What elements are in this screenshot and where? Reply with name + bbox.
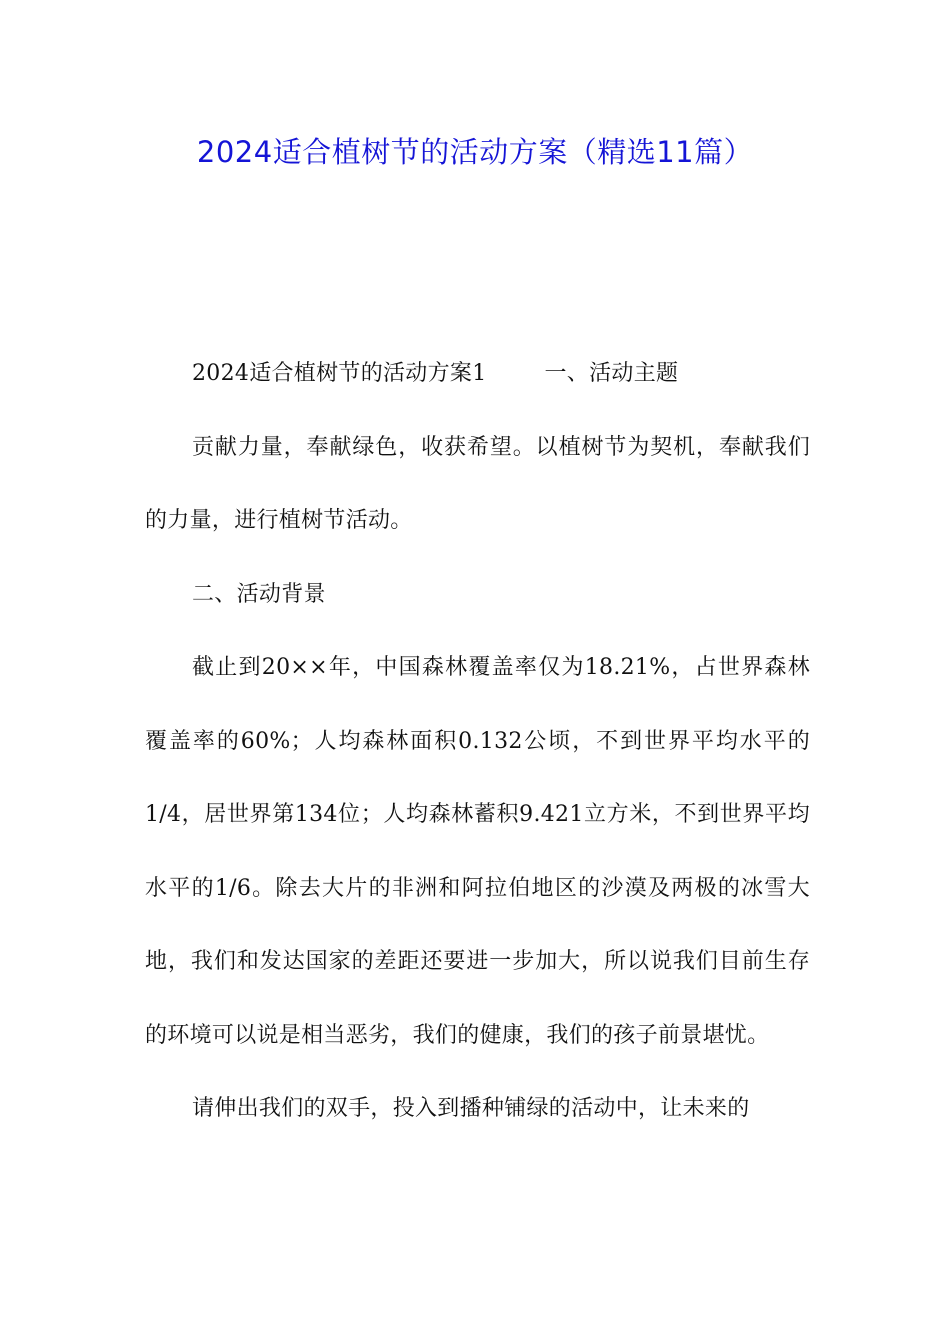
background-heading: 二、活动背景 — [192, 581, 326, 607]
intro-heading: 2024适合植树节的活动方案1 — [192, 361, 487, 386]
document-body — [145, 337, 810, 1146]
theme-paragraph: 贡献力量，奉献绿色，收获希望。以植树节为契机，奉献我们的力量，进行植树节活动。 — [145, 434, 810, 533]
background-paragraph: 截止到20××年，中国森林覆盖率仅为18.21%，占世界森林覆盖率的60%；人均森林面积0.132公顷，不到世界平均水平的1/4，居世界第134位；人均森林蓄积9.421立方米，不到世界平均水平的1/6。除去大片的非洲和阿拉伯地区的沙漠及两极的冰雪大地，我们和发达国家的差距还要进一步加大，所以说我们目前生存的环境可以说是相当恶劣，我们的健康，我们的孩子前景堪忧。 — [145, 655, 810, 1048]
section1-heading: 一、活动主题 — [544, 361, 679, 386]
call-to-action-paragraph: 请伸出我们的双手，投入到播种铺绿的活动中，让未来的 — [192, 1096, 750, 1121]
intro-line — [145, 337, 810, 411]
document-title: 2024适合植树节的活动方案（精选11篇） — [196, 135, 754, 169]
